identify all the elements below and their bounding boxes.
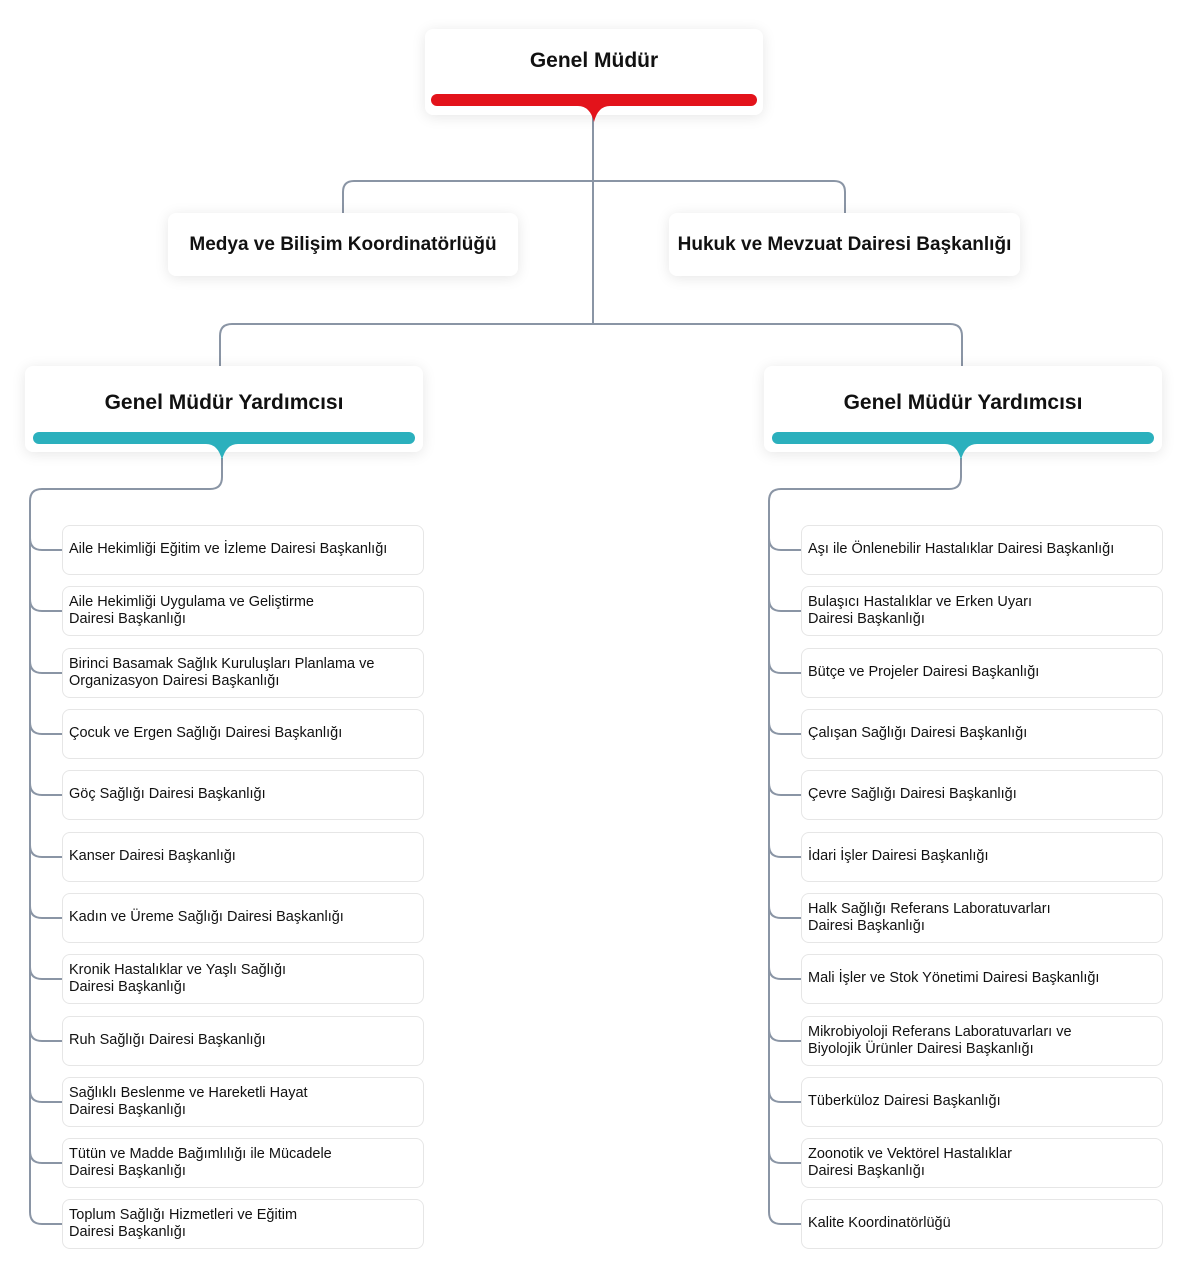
department-label: Çalışan Sağlığı Dairesi Başkanlığı xyxy=(808,725,1028,742)
department-label: Mikrobiyoloji Referans Laboratuvarları ve Biyolojik Ürünler Dairesi Başkanlığı xyxy=(808,1023,1072,1057)
right-department-item[interactable] xyxy=(801,1138,1163,1188)
department-label: Birinci Basamak Sağlık Kuruluşları Planlama ve Organizasyon Dairesi Başkanlığı xyxy=(69,655,375,689)
left-department-item[interactable] xyxy=(62,1077,424,1127)
list-tick-connector xyxy=(769,845,801,857)
right-department-item[interactable] xyxy=(801,770,1163,820)
media-it-coordination-title: Medya ve Bilişim Koordinatörlüğü xyxy=(189,234,497,255)
department-label: Tüberküloz Dairesi Başkanlığı xyxy=(808,1093,1001,1110)
department-label: Sağlıklı Beslenme ve Hareketli Hayat Dairesi Başkanlığı xyxy=(69,1084,308,1118)
left-department-item[interactable] xyxy=(62,525,424,575)
department-label: Tütün ve Madde Bağımlılığı ile Mücadele Dairesi Başkanlığı xyxy=(69,1145,332,1179)
department-label: Ruh Sağlığı Dairesi Başkanlığı xyxy=(69,1032,266,1049)
left-department-item[interactable] xyxy=(62,586,424,636)
right-department-item[interactable] xyxy=(801,709,1163,759)
right-department-item[interactable] xyxy=(801,1016,1163,1066)
department-label: Göç Sağlığı Dairesi Başkanlığı xyxy=(69,786,266,803)
general-director-title: Genel Müdür xyxy=(529,49,659,72)
law-legislation-department-card[interactable] xyxy=(669,213,1020,276)
list-tick-connector xyxy=(769,1090,801,1102)
list-tick-connector xyxy=(30,538,62,550)
list-tick-connector xyxy=(769,1151,801,1163)
department-label: Bulaşıcı Hastalıklar ve Erken Uyarı Dairesi Başkanlığı xyxy=(808,593,1033,627)
department-label: Aile Hekimliği Uygulama ve Geliştirme Dairesi Başkanlığı xyxy=(69,593,314,627)
right-department-item[interactable] xyxy=(801,1077,1163,1127)
list-tick-connector xyxy=(769,1029,801,1041)
left-department-item[interactable] xyxy=(62,832,424,882)
left-department-item[interactable] xyxy=(62,648,424,698)
department-label: Bütçe ve Projeler Dairesi Başkanlığı xyxy=(808,664,1040,681)
deputy-director-right-card[interactable] xyxy=(764,366,1162,452)
department-label: Kronik Hastalıklar ve Yaşlı Sağlığı Dairesi Başkanlığı xyxy=(69,961,287,995)
list-tick-connector xyxy=(769,967,801,979)
department-label: Kanser Dairesi Başkanlığı xyxy=(69,848,236,865)
list-tick-connector xyxy=(769,783,801,795)
department-label: Aşı ile Önlenebilir Hastalıklar Dairesi Başkanlığı xyxy=(808,541,1115,558)
left-department-item[interactable] xyxy=(62,770,424,820)
list-tick-connector xyxy=(30,661,62,673)
media-it-coordination-card[interactable] xyxy=(168,213,518,276)
right-list-ticks xyxy=(769,538,801,1163)
left-department-item[interactable] xyxy=(62,709,424,759)
list-tick-connector xyxy=(30,722,62,734)
list-tick-connector xyxy=(30,1029,62,1041)
list-tick-connector xyxy=(30,906,62,918)
list-tick-connector xyxy=(769,906,801,918)
right-department-item[interactable] xyxy=(801,832,1163,882)
department-label: Halk Sağlığı Referans Laboratuvarları Dairesi Başkanlığı xyxy=(808,900,1051,934)
list-tick-connector xyxy=(769,538,801,550)
department-label: Çocuk ve Ergen Sağlığı Dairesi Başkanlığı xyxy=(69,725,343,742)
department-label: Çevre Sağlığı Dairesi Başkanlığı xyxy=(808,786,1017,803)
department-label: Kadın ve Üreme Sağlığı Dairesi Başkanlığı xyxy=(69,909,344,926)
deputy-director-right-title: Genel Müdür Yardımcısı xyxy=(843,391,1083,414)
deputy-director-left-card[interactable] xyxy=(25,366,423,452)
right-department-item[interactable] xyxy=(801,525,1163,575)
right-department-item[interactable] xyxy=(801,893,1163,943)
left-department-item[interactable] xyxy=(62,1016,424,1066)
left-department-item[interactable] xyxy=(62,954,424,1004)
deputy-director-left-pointer xyxy=(206,442,238,462)
department-label: Kalite Koordinatörlüğü xyxy=(808,1215,951,1232)
list-tick-connector xyxy=(769,661,801,673)
department-label: İdari İşler Dairesi Başkanlığı xyxy=(808,848,989,865)
left-department-item[interactable] xyxy=(62,1138,424,1188)
left-department-item[interactable] xyxy=(62,893,424,943)
general-director-pointer-shape xyxy=(578,100,610,124)
department-label: Zoonotik ve Vektörel Hastalıklar Dairesi Başkanlığı xyxy=(808,1145,1012,1179)
department-label: Mali İşler ve Stok Yönetimi Dairesi Başkanlığı xyxy=(808,970,1100,987)
list-tick-connector xyxy=(30,783,62,795)
left-list-ticks xyxy=(30,538,62,1163)
list-tick-connector xyxy=(769,722,801,734)
department-label: Toplum Sağlığı Hizmetleri ve Eğitim Dairesi Başkanlığı xyxy=(69,1206,298,1240)
right-department-item[interactable] xyxy=(801,648,1163,698)
left-department-item[interactable] xyxy=(62,1199,424,1249)
department-label: Aile Hekimliği Eğitim ve İzleme Dairesi Başkanlığı xyxy=(69,541,388,558)
right-department-item[interactable] xyxy=(801,586,1163,636)
list-tick-connector xyxy=(30,1090,62,1102)
right-department-item[interactable] xyxy=(801,1199,1163,1249)
law-legislation-department-title: Hukuk ve Mevzuat Dairesi Başkanlığı xyxy=(677,234,1012,255)
list-tick-connector xyxy=(30,599,62,611)
deputy-director-right-pointer xyxy=(945,442,977,462)
list-tick-connector xyxy=(30,845,62,857)
right-department-item[interactable] xyxy=(801,954,1163,1004)
list-tick-connector xyxy=(30,967,62,979)
deputy-director-left-title: Genel Müdür Yardımcısı xyxy=(104,391,344,414)
list-tick-connector xyxy=(769,599,801,611)
list-tick-connector xyxy=(30,1151,62,1163)
